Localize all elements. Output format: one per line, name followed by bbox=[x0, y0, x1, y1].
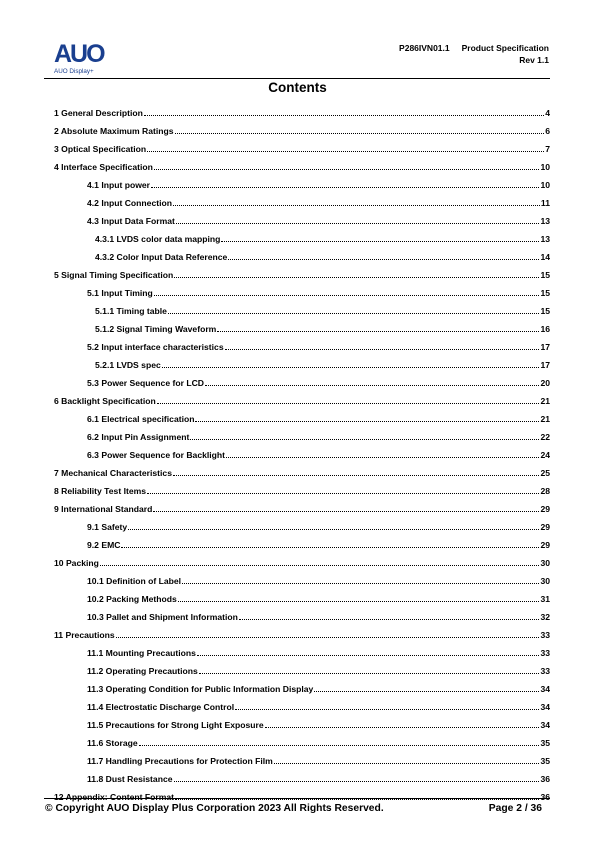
toc-leader-dots bbox=[217, 330, 539, 332]
toc-entry-page: 36 bbox=[540, 774, 550, 784]
toc-entry[interactable] bbox=[54, 730, 550, 748]
toc-entry-label: 4 Interface Specification bbox=[54, 162, 153, 172]
toc-entry-page: 16 bbox=[540, 324, 550, 334]
toc-leader-dots bbox=[173, 474, 539, 476]
toc-entry[interactable] bbox=[54, 118, 550, 136]
toc-entry[interactable] bbox=[54, 658, 550, 676]
toc-entry-page: 36 bbox=[540, 792, 550, 802]
page-indicator: Page 2 / 36 bbox=[488, 803, 542, 814]
toc-entry[interactable] bbox=[54, 442, 550, 460]
toc-leader-dots bbox=[121, 546, 539, 548]
toc-entry-page: 21 bbox=[540, 414, 550, 424]
toc-entry-label: 9 International Standard bbox=[54, 504, 153, 514]
toc-leader-dots bbox=[265, 726, 540, 728]
toc-entry[interactable] bbox=[54, 334, 550, 352]
toc-entry-label: 11.7 Handling Precautions for Protection Film bbox=[87, 756, 273, 766]
toc-entry-page: 31 bbox=[540, 594, 550, 604]
toc-entry-page: 28 bbox=[540, 486, 550, 496]
doc-type: Product Specification bbox=[461, 43, 549, 53]
toc-entry-label: 11.5 Precautions for Strong Light Exposure bbox=[87, 720, 264, 730]
toc-leader-dots bbox=[147, 492, 539, 494]
toc-entry-page: 29 bbox=[540, 522, 550, 532]
toc-entry-page: 34 bbox=[540, 684, 550, 694]
toc-entry[interactable] bbox=[54, 712, 550, 730]
toc-leader-dots bbox=[314, 690, 539, 692]
toc-leader-dots bbox=[228, 258, 539, 260]
toc-leader-dots bbox=[157, 402, 540, 404]
toc-entry[interactable] bbox=[54, 784, 550, 802]
copyright-notice: © Copyright AUO Display Plus Corporation 2023 All Rights Reserved. bbox=[45, 803, 384, 814]
toc-entry-page: 29 bbox=[540, 504, 550, 514]
toc-leader-dots bbox=[195, 420, 539, 422]
toc-entry[interactable] bbox=[54, 514, 550, 532]
toc-entry-page: 13 bbox=[540, 234, 550, 244]
toc-entry[interactable] bbox=[54, 550, 550, 568]
toc-entry[interactable] bbox=[54, 604, 550, 622]
toc-entry-label: 5 Signal Timing Specification bbox=[54, 270, 174, 280]
toc-leader-dots bbox=[199, 672, 540, 674]
toc-entry[interactable] bbox=[54, 262, 550, 280]
toc-entry-label: 3 Optical Specification bbox=[54, 144, 147, 154]
toc-entry[interactable] bbox=[54, 766, 550, 784]
toc-entry-page: 20 bbox=[540, 378, 550, 388]
footer-divider bbox=[44, 798, 550, 799]
toc-entry-page: 15 bbox=[540, 306, 550, 316]
toc-entry-page: 29 bbox=[540, 540, 550, 550]
toc-entry[interactable] bbox=[54, 496, 550, 514]
toc-entry-label: 5.3 Power Sequence for LCD bbox=[87, 378, 205, 388]
toc-entry[interactable] bbox=[54, 154, 550, 172]
toc-entry-label: 10 Packing bbox=[54, 558, 99, 568]
toc-entry-page: 24 bbox=[540, 450, 550, 460]
toc-entry-label: 11.1 Mounting Precautions bbox=[87, 648, 196, 658]
toc-entry-label: 4.3 Input Data Format bbox=[87, 216, 175, 226]
toc-entry-page: 13 bbox=[540, 216, 550, 226]
toc-entry-page: 15 bbox=[540, 288, 550, 298]
toc-entry-page: 32 bbox=[540, 612, 550, 622]
toc-entry-label: 4.3.2 Color Input Data Reference bbox=[95, 252, 228, 262]
toc-entry-label: 6.1 Electrical specification bbox=[87, 414, 195, 424]
toc-leader-dots bbox=[173, 204, 540, 206]
header-info bbox=[399, 43, 549, 66]
toc-entry[interactable] bbox=[54, 622, 550, 640]
logo-wordmark: AUO bbox=[54, 40, 104, 68]
toc-leader-dots bbox=[176, 222, 540, 224]
toc-entry-page: 10 bbox=[540, 180, 550, 190]
toc-entry-label: 11.2 Operating Precautions bbox=[87, 666, 198, 676]
toc-entry[interactable] bbox=[54, 640, 550, 658]
toc-entry[interactable] bbox=[54, 370, 550, 388]
toc-leader-dots bbox=[139, 744, 540, 746]
toc-leader-dots bbox=[128, 528, 539, 530]
toc-leader-dots bbox=[151, 186, 539, 188]
toc-leader-dots bbox=[178, 600, 540, 602]
toc-entry-page: 30 bbox=[540, 558, 550, 568]
toc-entry[interactable] bbox=[54, 676, 550, 694]
toc-entry-page: 33 bbox=[540, 648, 550, 658]
toc-entry-page: 15 bbox=[540, 270, 550, 280]
toc-leader-dots bbox=[168, 312, 539, 314]
toc-entry-label: 5.1.2 Signal Timing Waveform bbox=[95, 324, 217, 334]
toc-leader-dots bbox=[154, 294, 540, 296]
toc-entry-page: 35 bbox=[540, 756, 550, 766]
toc-leader-dots bbox=[116, 636, 540, 638]
toc-leader-dots bbox=[162, 366, 540, 368]
toc-leader-dots bbox=[182, 582, 539, 584]
toc-entry-label: 4.1 Input power bbox=[87, 180, 151, 190]
toc-entry-label: 2 Absolute Maximum Ratings bbox=[54, 126, 174, 136]
toc-entry[interactable] bbox=[54, 388, 550, 406]
toc-entry-label: 12 Appendix: Content Format bbox=[54, 792, 174, 802]
toc-entry[interactable] bbox=[54, 586, 550, 604]
toc-leader-dots bbox=[154, 168, 540, 170]
toc-leader-dots bbox=[190, 438, 539, 440]
logo-subtext: AUO Display+ bbox=[54, 68, 94, 75]
toc-leader-dots bbox=[239, 618, 540, 620]
toc-entry[interactable] bbox=[54, 208, 550, 226]
toc-entry-page: 35 bbox=[540, 738, 550, 748]
toc-entry[interactable] bbox=[54, 298, 550, 316]
doc-number: P286IVN01.1 bbox=[399, 43, 450, 53]
auo-logo bbox=[54, 41, 114, 77]
table-of-contents bbox=[54, 100, 550, 802]
toc-leader-dots bbox=[174, 780, 540, 782]
toc-entry-label: 5.1.1 Timing table bbox=[95, 306, 167, 316]
header-divider bbox=[44, 78, 550, 79]
toc-entry-page: 30 bbox=[540, 576, 550, 586]
toc-entry[interactable] bbox=[54, 568, 550, 586]
toc-entry-label: 11.3 Operating Condition for Public Information Display bbox=[87, 684, 314, 694]
toc-leader-dots bbox=[274, 762, 540, 764]
toc-entry-label: 5.2 Input interface characteristics bbox=[87, 342, 224, 352]
toc-entry-label: 10.3 Pallet and Shipment Information bbox=[87, 612, 238, 622]
toc-leader-dots bbox=[225, 348, 540, 350]
toc-entry[interactable] bbox=[54, 694, 550, 712]
toc-entry[interactable] bbox=[54, 136, 550, 154]
toc-entry-page: 22 bbox=[540, 432, 550, 442]
toc-entry-page: 4 bbox=[545, 108, 550, 118]
toc-entry-page: 17 bbox=[540, 342, 550, 352]
toc-entry-page: 11 bbox=[540, 198, 550, 208]
toc-entry-label: 6 Backlight Specification bbox=[54, 396, 156, 406]
toc-leader-dots bbox=[226, 456, 539, 458]
toc-entry[interactable] bbox=[54, 316, 550, 334]
toc-leader-dots bbox=[175, 132, 545, 134]
toc-entry-label: 6.3 Power Sequence for Backlight bbox=[87, 450, 226, 460]
page-title: Contents bbox=[268, 80, 327, 95]
toc-entry-page: 14 bbox=[540, 252, 550, 262]
toc-leader-dots bbox=[221, 240, 539, 242]
toc-leader-dots bbox=[235, 708, 539, 710]
toc-entry-page: 6 bbox=[545, 126, 550, 136]
toc-entry-page: 33 bbox=[540, 630, 550, 640]
toc-entry[interactable] bbox=[54, 352, 550, 370]
toc-leader-dots bbox=[100, 564, 540, 566]
toc-entry[interactable] bbox=[54, 424, 550, 442]
toc-entry-label: 5.2.1 LVDS spec bbox=[95, 360, 161, 370]
toc-leader-dots bbox=[147, 150, 544, 152]
toc-entry-label: 11.6 Storage bbox=[87, 738, 138, 748]
toc-entry[interactable] bbox=[54, 478, 550, 496]
toc-entry-label: 10.2 Packing Methods bbox=[87, 594, 177, 604]
toc-entry-page: 17 bbox=[540, 360, 550, 370]
toc-entry-page: 34 bbox=[540, 702, 550, 712]
toc-entry[interactable] bbox=[54, 190, 550, 208]
toc-leader-dots bbox=[144, 114, 544, 116]
toc-entry-label: 6.2 Input Pin Assignment bbox=[87, 432, 190, 442]
toc-entry[interactable] bbox=[54, 244, 550, 262]
toc-entry-label: 10.1 Definition of Label bbox=[87, 576, 182, 586]
revision: Rev 1.1 bbox=[519, 54, 549, 65]
toc-leader-dots bbox=[153, 510, 539, 512]
toc-entry-label: 5.1 Input Timing bbox=[87, 288, 153, 298]
toc-entry-page: 21 bbox=[540, 396, 550, 406]
toc-entry[interactable] bbox=[54, 460, 550, 478]
toc-entry-label: 7 Mechanical Characteristics bbox=[54, 468, 172, 478]
toc-entry-label: 4.2 Input Connection bbox=[87, 198, 172, 208]
toc-entry[interactable] bbox=[54, 172, 550, 190]
toc-entry-page: 7 bbox=[545, 144, 550, 154]
toc-entry-label: 9.1 Safety bbox=[87, 522, 128, 532]
toc-entry[interactable] bbox=[54, 532, 550, 550]
toc-entry-page: 10 bbox=[540, 162, 550, 172]
toc-entry[interactable] bbox=[54, 100, 550, 118]
toc-entry[interactable] bbox=[54, 280, 550, 298]
toc-entry-label: 1 General Description bbox=[54, 108, 143, 118]
toc-leader-dots bbox=[197, 654, 540, 656]
toc-entry-label: 11 Precautions bbox=[54, 630, 115, 640]
toc-entry-page: 33 bbox=[540, 666, 550, 676]
toc-entry-label: 9.2 EMC bbox=[87, 540, 121, 550]
toc-entry-label: 4.3.1 LVDS color data mapping bbox=[95, 234, 221, 244]
toc-entry-label: 11.8 Dust Resistance bbox=[87, 774, 173, 784]
toc-entry[interactable] bbox=[54, 226, 550, 244]
toc-entry-label: 11.4 Electrostatic Discharge Control bbox=[87, 702, 235, 712]
toc-entry-page: 25 bbox=[540, 468, 550, 478]
toc-entry[interactable] bbox=[54, 406, 550, 424]
toc-entry[interactable] bbox=[54, 748, 550, 766]
toc-entry-page: 34 bbox=[540, 720, 550, 730]
toc-leader-dots bbox=[205, 384, 539, 386]
toc-entry-label: 8 Reliability Test Items bbox=[54, 486, 147, 496]
toc-leader-dots bbox=[174, 276, 539, 278]
